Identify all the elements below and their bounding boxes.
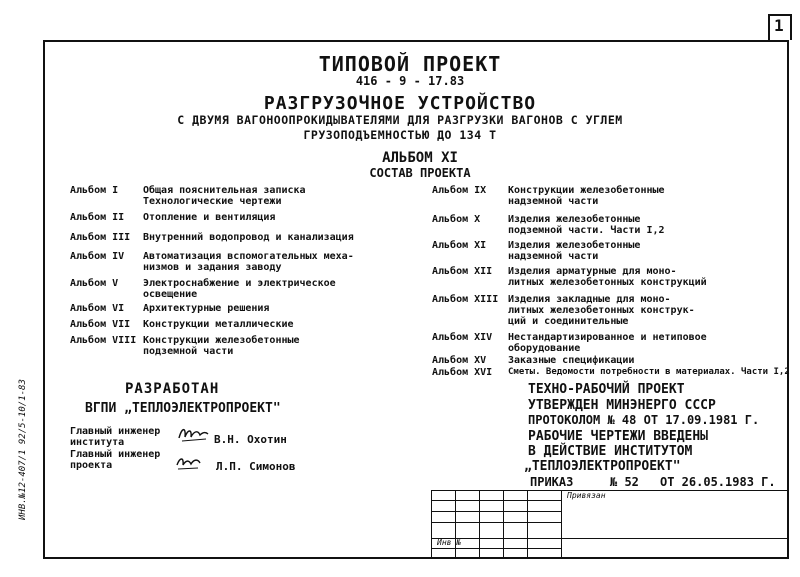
- album-title-line: Отопление и вентиляция: [143, 212, 276, 223]
- album-title-line: Технологические чертежи: [143, 196, 282, 207]
- developer-org: ВГПИ „ТЕПЛОЭЛЕКТРОПРОЕКТ": [85, 401, 281, 416]
- album-label: Альбом VI: [70, 303, 125, 314]
- album-label: Альбом III: [70, 232, 131, 243]
- album-title-line: Нестандартизированное и нетиповое: [508, 332, 707, 343]
- album-title-line: освещение: [143, 289, 198, 300]
- album-title-line: Изделия железобетонные: [508, 240, 641, 251]
- album-title-line: Изделия арматурные для моно-: [508, 266, 677, 277]
- order-date: ОТ 26.05.1983 Г.: [660, 475, 776, 489]
- album-title-line: Архитектурные решения: [143, 303, 270, 314]
- developer-heading: РАЗРАБОТАН: [125, 381, 220, 397]
- album-title-line: Конструкции железобетонные: [508, 185, 665, 196]
- stamp-attached-label: Привязан: [567, 491, 606, 500]
- stamp-line: [431, 500, 561, 501]
- album-title-line: литных железобетонных конструк-: [508, 305, 695, 316]
- approval-line: „ТЕПЛОЭЛЕКТРОПРОЕКТ": [524, 459, 681, 474]
- chief-project-engineer-role: Главный инженер: [70, 449, 161, 460]
- album-label: Альбом X: [432, 214, 481, 225]
- contents-heading: СОСТАВ ПРОЕКТА: [369, 166, 471, 180]
- stamp-line: [561, 490, 562, 559]
- album-title-line: литных железобетонных конструкций: [508, 277, 707, 288]
- stamp-line: [431, 511, 561, 512]
- album-title-line: Изделия железобетонные: [508, 214, 641, 225]
- album-title-line: Внутренний водопровод и канализация: [143, 232, 354, 243]
- project-code: 416 - 9 - 17.83: [355, 74, 465, 88]
- chief-engineer-role: института: [70, 437, 125, 448]
- order-number: № 52: [610, 475, 639, 489]
- approval-line: В ДЕЙСТВИЕ ИНСТИТУТОМ: [528, 444, 693, 459]
- stamp-line: [455, 490, 456, 559]
- album-title-line: оборудование: [508, 343, 581, 354]
- album-label: Альбом XVI: [432, 367, 493, 378]
- order-label: ПРИКАЗ: [530, 475, 574, 489]
- album-title-line: Конструкции железобетонные: [143, 335, 300, 346]
- album-title-line: надземной части: [508, 251, 599, 262]
- album-title-line: Конструкции металлические: [143, 319, 294, 330]
- album-title-line: ций и соединительные: [508, 316, 629, 327]
- album-title-line: надземной части: [508, 196, 599, 207]
- album-title-line: Общая пояснительная записка: [143, 185, 306, 196]
- stamp-line: [431, 548, 561, 549]
- stamp-inventory-label: Инв №: [437, 538, 462, 547]
- album-title-line: Заказные спецификации: [508, 355, 635, 366]
- project-description-2: ГРУЗОПОДЪЕМНОСТЬЮ ДО 134 Т: [303, 128, 497, 142]
- album-label: Альбом IV: [70, 251, 125, 262]
- stamp-line: [479, 490, 480, 559]
- album-label: Альбом XI: [432, 240, 487, 251]
- approval-line: РАБОЧИЕ ЧЕРТЕЖИ ВВЕДЕНЫ: [528, 429, 709, 444]
- approval-line: ТЕХНО-РАБОЧИЙ ПРОЕКТ: [528, 382, 685, 397]
- album-title-line: Сметы. Ведомости потребности в материалах. Части I,2: [508, 367, 790, 377]
- album-title-line: Изделия закладные для моно-: [508, 294, 671, 305]
- album-label: Альбом VII: [70, 319, 131, 330]
- album-label: Альбом XII: [432, 266, 493, 277]
- album-label: Альбом I: [70, 185, 119, 196]
- approval-line: УТВЕРЖДЕН МИНЭНЕРГО СССР: [528, 398, 716, 413]
- signature-okhotin-icon: [176, 423, 210, 445]
- album-title-line: подземной части. Части I,2: [508, 225, 665, 236]
- album-label: Альбом XV: [432, 355, 487, 366]
- stamp-line: [431, 490, 789, 491]
- album-title-line: низмов и задания заводу: [143, 262, 282, 273]
- project-title: ТИПОВОЙ ПРОЕКТ: [318, 52, 502, 76]
- album-label: Альбом II: [70, 212, 125, 223]
- album-title-line: подземной части: [143, 346, 234, 357]
- album-label: Альбом VIII: [70, 335, 137, 346]
- album-label: Альбом IX: [432, 185, 487, 196]
- album-title-line: Электроснабжение и электрическое: [143, 278, 336, 289]
- side-inventory-note: ИНВ.№12-407/1 92/5-10/1-83: [18, 379, 28, 520]
- stamp-line: [527, 490, 528, 559]
- album-label: Альбом V: [70, 278, 119, 289]
- chief-project-engineer-name: Л.П. Симонов: [216, 460, 296, 473]
- project-subject: РАЗГРУЗОЧНОЕ УСТРОЙСТВО: [263, 93, 537, 114]
- project-description-1: С ДВУМЯ ВАГОНООПРОКИДЫВАТЕЛЯМИ ДЛЯ РАЗГРУЗКИ ВАГОНОВ С УГЛЕМ: [177, 113, 623, 127]
- chief-engineer-name: В.Н. Охотин: [214, 433, 287, 446]
- album-number: АЛЬБОМ XI: [382, 150, 458, 166]
- album-label: Альбом XIII: [432, 294, 499, 305]
- stamp-line: [431, 522, 561, 523]
- stamp-line: [503, 490, 504, 559]
- album-title-line: Автоматизация вспомогательных меха-: [143, 251, 354, 262]
- album-label: Альбом XIV: [432, 332, 493, 343]
- sheet-number: 1: [774, 16, 784, 35]
- stamp-line: [431, 538, 789, 539]
- chief-engineer-role: Главный инженер: [70, 426, 161, 437]
- approval-line: ПРОТОКОЛОМ № 48 ОТ 17.09.1981 Г.: [528, 413, 760, 427]
- signature-simonov-icon: [174, 453, 202, 473]
- chief-project-engineer-role: проекта: [70, 460, 113, 471]
